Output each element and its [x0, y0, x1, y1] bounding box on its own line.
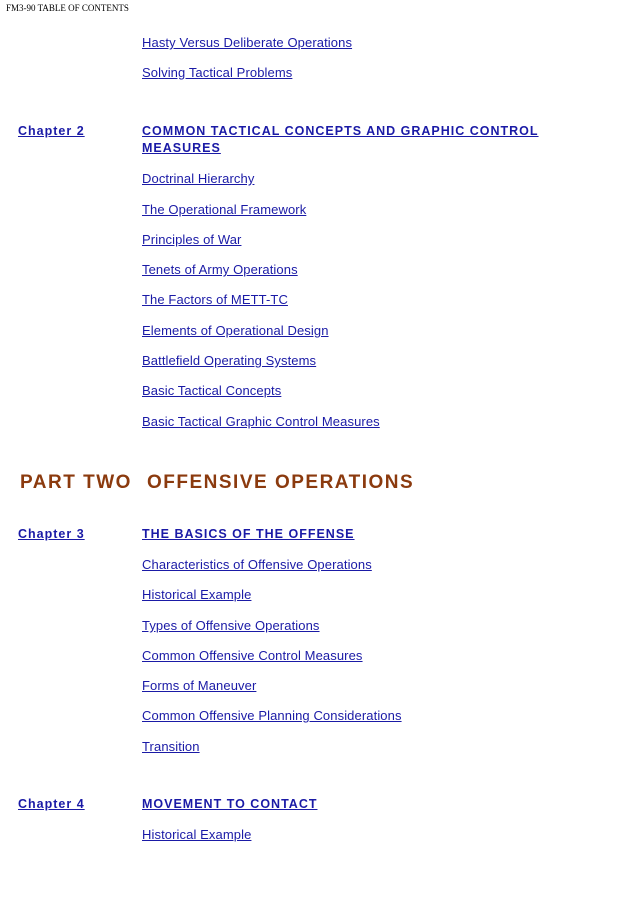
chapter-2-title-cont[interactable]: MEASURES [142, 141, 221, 155]
toc-link[interactable]: Doctrinal Hierarchy [142, 171, 255, 186]
toc-link[interactable]: Types of Offensive Operations [142, 618, 320, 633]
chapter-4-title[interactable]: MOVEMENT TO CONTACT [142, 797, 318, 811]
part-two-title: OFFENSIVE OPERATIONS [147, 472, 415, 493]
toc-link[interactable]: Battlefield Operating Systems [142, 353, 317, 368]
toc-link[interactable]: The Operational Framework [142, 202, 307, 217]
chapter-2-label[interactable]: Chapter 2 [18, 124, 85, 138]
toc-link[interactable]: Basic Tactical Concepts [142, 383, 282, 398]
toc-link[interactable]: Elements of Operational Design [142, 323, 329, 338]
part-two-label: PART TWO [20, 472, 132, 493]
toc-link[interactable]: Tenets of Army Operations [142, 262, 298, 277]
page-header: FM3-90 TABLE OF CONTENTS [6, 3, 129, 13]
toc-link[interactable]: Solving Tactical Problems [142, 65, 293, 80]
toc-link[interactable]: Basic Tactical Graphic Control Measures [142, 414, 380, 429]
toc-link[interactable]: Historical Example [142, 827, 252, 842]
toc-link[interactable]: Transition [142, 739, 200, 754]
chapter-2-title[interactable]: COMMON TACTICAL CONCEPTS AND GRAPHIC CONTROL [142, 124, 539, 138]
chapter-3-label[interactable]: Chapter 3 [18, 527, 85, 541]
toc-link[interactable]: Characteristics of Offensive Operations [142, 557, 372, 572]
toc-link[interactable]: Historical Example [142, 587, 252, 602]
toc-link[interactable]: The Factors of METT-TC [142, 292, 288, 307]
toc-link[interactable]: Common Offensive Planning Considerations [142, 708, 402, 723]
toc-link[interactable]: Principles of War [142, 232, 242, 247]
toc-link[interactable]: Hasty Versus Deliberate Operations [142, 35, 353, 50]
toc-link[interactable]: Forms of Maneuver [142, 678, 257, 693]
chapter-3-title[interactable]: THE BASICS OF THE OFFENSE [142, 527, 355, 541]
toc-link[interactable]: Common Offensive Control Measures [142, 648, 363, 663]
chapter-4-label[interactable]: Chapter 4 [18, 797, 85, 811]
